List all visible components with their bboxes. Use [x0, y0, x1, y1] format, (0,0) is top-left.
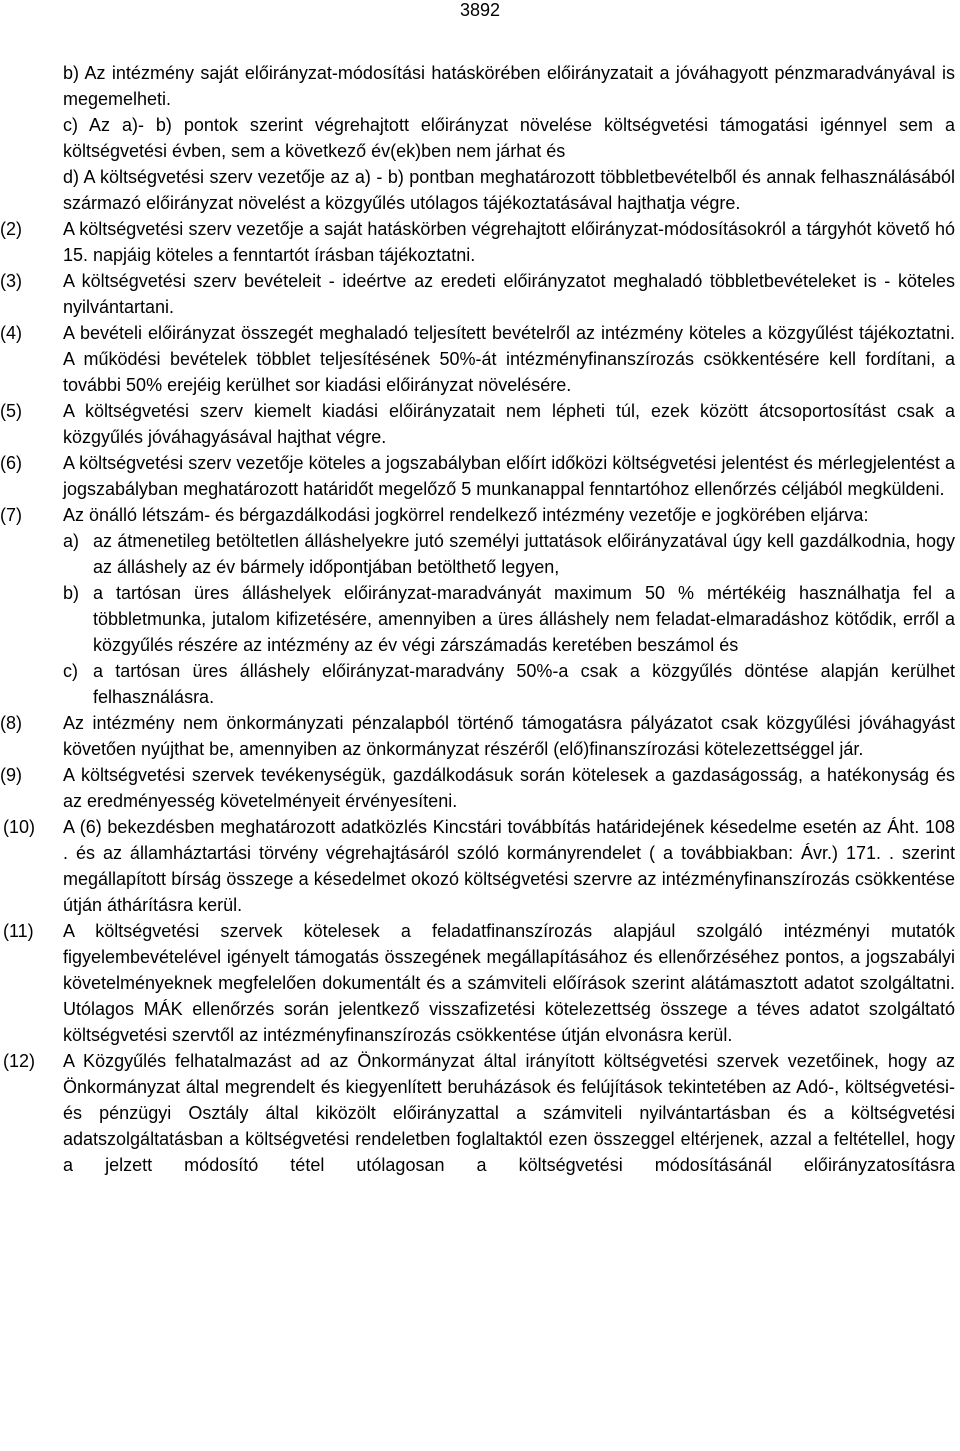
- paragraph-11: [3, 918, 955, 1048]
- paragraph-12: [3, 1048, 955, 1178]
- paragraph-text: Az önálló létszám- és bérgazdálkodási jogkörrel rendelkező intézmény vezetője e jogkörében eljárva:: [63, 505, 869, 525]
- paragraph-text: az átmenetileg betöltetlen álláshelyekre jutó személyi juttatások előirányzatával úgy kell gazdálkodnia, hogy az álláshely az év bármely időpontjában betölthető legyen,: [93, 531, 955, 577]
- paragraph-1c: [63, 112, 955, 164]
- paragraph-text: A költségvetési szervek kötelesek a feladatfinanszírozás alapjául szolgáló intézményi mutatók figyelembevételével igényelt támogatás összegének megállapításához és ellenőrzéséhez pontos, a jogszabályi követelményeknek megfelelően dokumentált és a számviteli előírások szerint alátámasztott adatot szolgáltatni. Utólagos MÁK ellenőrzés során jelentkező visszafizetési kötelezettség összege a téves adatot szolgáltató költségvetési szervtől az intézményfinanszírozás csökkentése útján elvonásra kerül.: [63, 921, 955, 1045]
- paragraph-1d: [63, 164, 955, 216]
- paragraph-number: (12): [3, 1051, 36, 1071]
- subpoint-letter: c): [63, 661, 78, 681]
- paragraph-7a: [63, 528, 955, 580]
- paragraph-text: a tartósan üres álláshelyek előirányzat-maradványát maximum 50 % mértékéig használhatja fel a többletmunka, jutalom kifizetésére, amennyiben a üres álláshely nem feladat-elmaradáshoz kötődik, erről a közgyűlés részére az intézmény az év végi zárszámadás keretében beszámol és: [93, 583, 955, 655]
- paragraph-9: [0, 762, 955, 814]
- paragraph-text: A Közgyűlés felhatalmazást ad az Önkormányzat által irányított költségvetési szervek vezetőinek, hogy az Önkormányzat által megrendelt és kiegyenlített beruházások és felújítások tekintetében az Adó-, költségvetési- és pénzügyi Osztály által kiközölt előirányzattal a számviteli nyilvántartásban és a költségvetési adatszolgáltatásban a költségvetési rendeletben foglaltaktól ezen összeggel eltérjenek, azzal a feltétellel, hogy a jelzett módosító tétel utólagosan a költségvetési módosításánál előirányzatosításra: [63, 1051, 955, 1175]
- paragraph-7b: [63, 580, 955, 658]
- subpoint-letter: a): [63, 531, 80, 551]
- paragraph-text: A költségvetési szerv kiemelt kiadási előirányzatait nem lépheti túl, ezek között átcsoportosítást csak a közgyűlés jóváhagyásával hajthat végre.: [63, 401, 955, 447]
- paragraph-text: A (6) bekezdésben meghatározott adatközlés Kincstári továbbítás határidejének késedelme esetén az Áht. 108 . és az államháztartási törvény végrehajtásáról szóló kormányrendelet ( a továbbiakban: Ávr.) 171. . szerint megállapított bírság összege a késedelmet okozó költségvetési szervre az intézményfinanszírozás csökkentése útján áthárításra kerül.: [63, 817, 955, 915]
- paragraph-text: A költségvetési szerv vezetője a saját hatáskörben végrehajtott előirányzat-módosításokról a tárgyhót követő hó 15. napjáig köteles a fenntartót írásban tájékoztatni.: [63, 219, 955, 265]
- page-number: 3892: [459, 0, 501, 20]
- paragraph-text: A bevételi előirányzat összegét meghaladó teljesített bevételről az intézmény köteles a közgyűlést tájékoztatni. A működési bevételek többlet teljesítésének 50%-át intézményfinanszírozás csökkentésére kell fordítani, a további 50% erejéig kerülhet sor kiadási előirányzat növelésére.: [63, 323, 955, 395]
- paragraph-4: [0, 320, 955, 398]
- paragraph-text: A költségvetési szerv vezetője köteles a jogszabályban előírt időközi költségvetési jelentést és mérlegjelentést a jogszabályban meghatározott határidőt megelőző 5 munkanappal fenntartóhoz ellenőrzés céljából megküldeni.: [63, 453, 955, 499]
- document-body: [0, 60, 960, 1178]
- paragraph-number: (8): [0, 713, 22, 733]
- paragraph-7c: [63, 658, 955, 710]
- paragraph-number: (11): [3, 921, 34, 941]
- paragraph-text: Az intézmény nem önkormányzati pénzalapból történő támogatásra pályázatot csak közgyűlési jóváhagyást követően nyújthat be, amennyiben az önkormányzat részéről (elő)finanszírozási kötelezettséggel jár.: [63, 713, 955, 759]
- paragraph-1b: [63, 60, 955, 112]
- paragraph-text: b) Az intézmény saját előirányzat-módosítási hatáskörében előirányzatait a jóváhagyott pénzmaradványával is megemelheti.: [63, 63, 955, 109]
- paragraph-text: c) Az a)- b) pontok szerint végrehajtott előirányzat növelése költségvetési támogatási igénnyel sem a költségvetési évben, sem a következő év(ek)ben nem járhat és: [63, 115, 955, 161]
- paragraph-text: A költségvetési szerv bevételeit - ideértve az eredeti előirányzatot meghaladó többletbevételeket is - köteles nyilvántartani.: [63, 271, 955, 317]
- paragraph-3: [0, 268, 955, 320]
- paragraph-2: [0, 216, 955, 268]
- paragraph-text: A költségvetési szervek tevékenységük, gazdálkodásuk során kötelesek a gazdaságosság, a hatékonyság és az eredményesség követelményeit érvényesíteni.: [63, 765, 955, 811]
- paragraph-number: (2): [0, 219, 22, 239]
- paragraph-10: [3, 814, 955, 918]
- paragraph-text: a tartósan üres álláshely előirányzat-maradvány 50%-a csak a közgyűlés döntése alapján kerülhet felhasználásra.: [93, 661, 955, 707]
- paragraph-number: (4): [0, 323, 22, 343]
- subpoint-letter: b): [63, 583, 80, 603]
- paragraph-8: [0, 710, 955, 762]
- paragraph-number: (5): [0, 401, 22, 421]
- paragraph-text: d) A költségvetési szerv vezetője az a) - b) pontban meghatározott többletbevételből és annak felhasználásából származó előirányzat növelést a közgyűlés utólagos tájékoztatásával hajthatja végre.: [63, 167, 955, 213]
- paragraph-number: (7): [0, 505, 22, 525]
- paragraph-number: (3): [0, 271, 22, 291]
- paragraph-5: [0, 398, 955, 450]
- paragraph-7: [0, 502, 955, 528]
- paragraph-6: [0, 450, 955, 502]
- paragraph-number: (9): [0, 765, 22, 785]
- paragraph-number: (10): [3, 817, 36, 837]
- paragraph-number: (6): [0, 453, 22, 473]
